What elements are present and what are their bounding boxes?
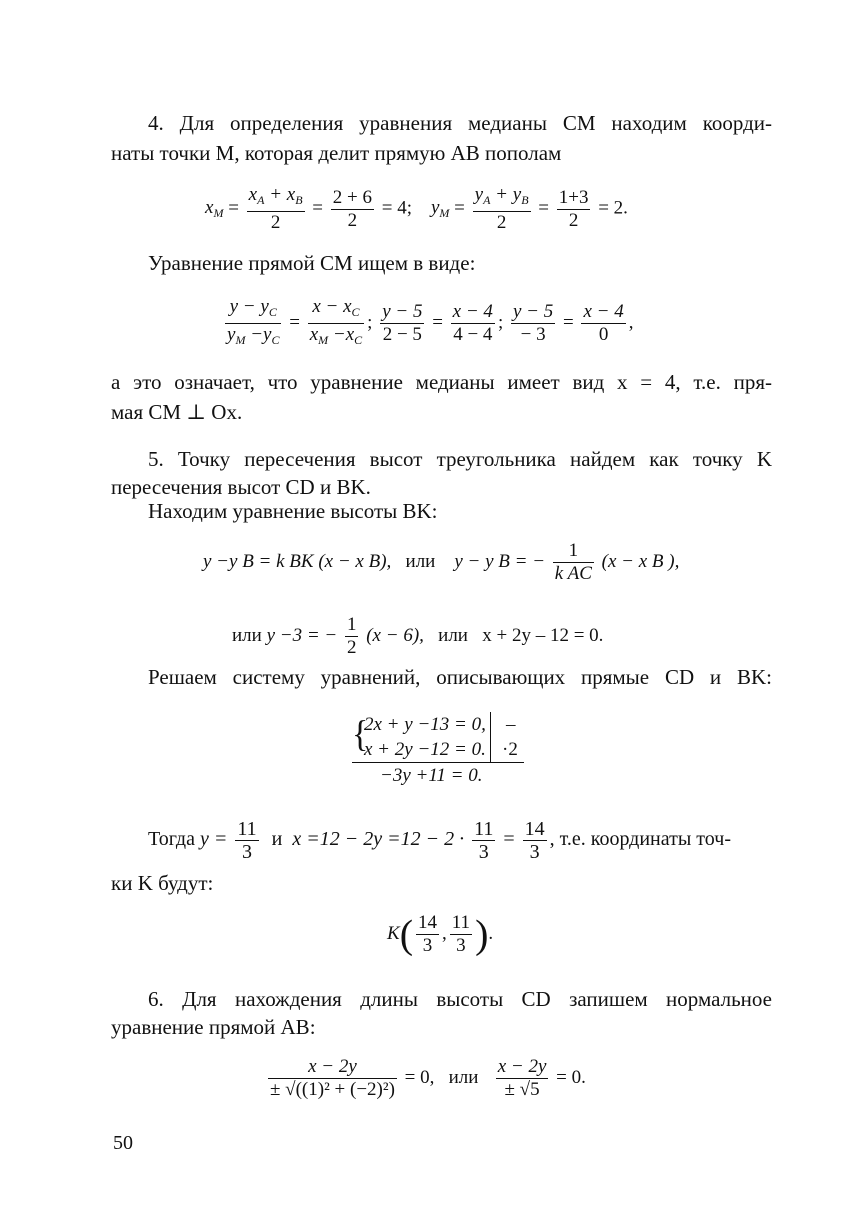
frac-xm-num: $\frac{2 + 6}{2}$ xyxy=(332,186,372,231)
s6-line2: уравнение прямой AB: xyxy=(111,1015,316,1039)
system-brace: { xyxy=(352,714,369,755)
frac-ym: $\frac{y_A + y_B}{2}$ xyxy=(474,184,529,233)
eq-height-bk-2: или y −3 = − $\frac{1}{2}$ (x − 6), или x + 2y – 12 = 0. xyxy=(232,614,604,658)
s4-line5: мая CM ⊥ Ox. xyxy=(111,400,243,424)
s4-line2: наты точки M, которая делит прямую AB пополам xyxy=(111,141,562,165)
eq-height-bk: y −y B = k BK (x − x B), или y − y B = − $\frac{1}{\text{k AC}}$ (x − x B ), xyxy=(203,540,680,584)
s5-line5: ки K будут: xyxy=(111,871,214,895)
frac-ym-num: $\frac{1+3}{2}$ xyxy=(558,186,589,231)
s5-line3: Находим уравнение высоты BK: xyxy=(148,499,438,523)
eq-midpoint: $x_M$ = $\frac{x_A + x_B}{2}$ = $\frac{2 + 6}{2}$ = 4; $y_M$ = $\frac{y_A + y_B}{2}$ = $\frac{1+3}{2}$ = 2. xyxy=(205,184,628,233)
eq-line-cm: $\frac{y - y_C}{y_M -y_C}$ = $\frac{x - x_C}{x_M -x_C}$ ; $\frac{y - 5}{2 - 5}$ = $\frac{x - 4}{4 - 4}$ ; $\frac{y - 5}{- 3}$ = $\frac{x - 4}{0}$ , xyxy=(227,296,634,347)
s5-line4: Решаем систему уравнений, описывающих прямые CD и BK: xyxy=(148,665,772,689)
frac-xm: $\frac{x_A + x_B}{2}$ xyxy=(248,184,303,233)
page-number: 50 xyxy=(113,1132,133,1154)
equation-system: 2x + y −13 = 0, – x + 2y −12 = 0. ·2 −3y +11 = 0. xyxy=(352,712,524,788)
s5-line1: 5. Точку пересечения высот треугольника найдем как точку K xyxy=(148,447,772,471)
s4-line3: Уравнение прямой CM ищем в виде: xyxy=(148,251,476,275)
eq-then: Тогда y = $\frac{11}{3}$ и x =12 − 2y =12 − 2 · $\frac{11}{3}$ = $\frac{14}{3}$ , т.е. координаты точ- xyxy=(148,818,731,863)
s6-line1: 6. Для нахождения длины высоты CD запишем нормальное xyxy=(148,987,772,1011)
point-k: K( $\frac{14}{3}$ , $\frac{11}{3}$ ). xyxy=(387,911,494,957)
s4-line4: а это означает, что уравнение медианы имеет вид x = 4, т.е. пря- xyxy=(111,370,772,394)
s5-line2: пересечения высот CD и BK. xyxy=(111,475,371,499)
eq-normal-ab: $\frac{x - 2y}{\text{± √((1)² + (−2)²)}}$ = 0, или $\frac{x - 2y}{\pm √5}$ = 0. xyxy=(270,1056,586,1100)
s4-line1: 4. Для определения уравнения медианы CM находим коорди- xyxy=(148,111,772,135)
